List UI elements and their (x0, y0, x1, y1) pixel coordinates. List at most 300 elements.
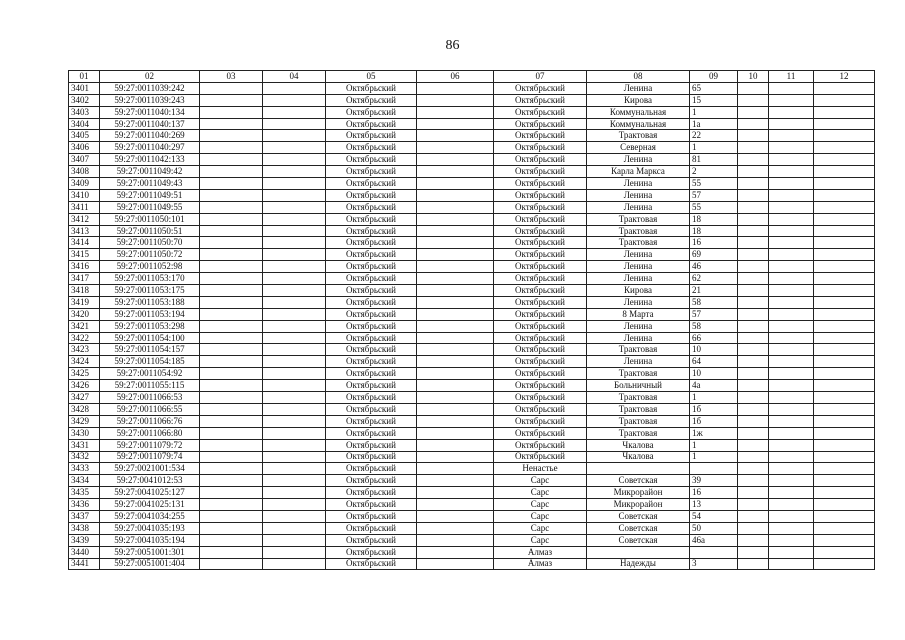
cell-col-02: 59:27:0011053:194 (100, 308, 200, 320)
cell-col-05: Октябрьский (326, 332, 417, 344)
cell-col-12 (814, 344, 875, 356)
cell-col-09: 46а (690, 534, 738, 546)
cell-col-02: 59:27:0041012:53 (100, 475, 200, 487)
cell-col-11 (769, 82, 814, 94)
cell-col-03 (200, 499, 263, 511)
cell-col-11 (769, 285, 814, 297)
cell-col-05: Октябрьский (326, 154, 417, 166)
cell-col-05: Октябрьский (326, 189, 417, 201)
cell-col-06 (417, 368, 494, 380)
cell-col-05: Октябрьский (326, 94, 417, 106)
cell-col-03 (200, 534, 263, 546)
cell-col-10 (738, 344, 769, 356)
cell-col-10 (738, 320, 769, 332)
cell-col-10 (738, 166, 769, 178)
cell-col-08: Коммунальная (587, 118, 690, 130)
cell-col-01: 3423 (69, 344, 100, 356)
cell-col-05: Октябрьский (326, 392, 417, 404)
cell-col-07: Сарс (494, 534, 587, 546)
cell-col-05: Октябрьский (326, 439, 417, 451)
cell-col-09: 4а (690, 380, 738, 392)
cell-col-07: Октябрьский (494, 189, 587, 201)
cell-col-11 (769, 522, 814, 534)
cell-col-11 (769, 130, 814, 142)
cell-col-06 (417, 475, 494, 487)
table-row (69, 285, 875, 297)
cell-col-04 (263, 439, 326, 451)
cell-col-09: 64 (690, 356, 738, 368)
cell-col-12 (814, 213, 875, 225)
cell-col-12 (814, 451, 875, 463)
cell-col-10 (738, 392, 769, 404)
cell-col-07: Октябрьский (494, 142, 587, 154)
cell-col-05: Октябрьский (326, 178, 417, 190)
cell-col-01: 3413 (69, 225, 100, 237)
cell-col-12 (814, 142, 875, 154)
cell-col-09: 16 (690, 237, 738, 249)
cell-col-04 (263, 499, 326, 511)
cell-col-02: 59:27:0011066:53 (100, 392, 200, 404)
cell-col-05: Октябрьский (326, 201, 417, 213)
cell-col-07: Октябрьский (494, 94, 587, 106)
cell-col-02: 59:27:0011039:242 (100, 82, 200, 94)
cell-col-06 (417, 237, 494, 249)
cell-col-08: Ленина (587, 178, 690, 190)
cell-col-07: Октябрьский (494, 356, 587, 368)
cell-col-03 (200, 522, 263, 534)
cell-col-02: 59:27:0011066:80 (100, 427, 200, 439)
cell-col-07: Сарс (494, 522, 587, 534)
cell-col-04 (263, 225, 326, 237)
cell-col-10 (738, 510, 769, 522)
table-row (69, 392, 875, 404)
cell-col-07: Октябрьский (494, 308, 587, 320)
cell-col-01: 3425 (69, 368, 100, 380)
column-header-07: 07 (494, 71, 587, 83)
table-row (69, 415, 875, 427)
cell-col-09: 66 (690, 332, 738, 344)
cell-col-11 (769, 166, 814, 178)
cell-col-08: Ленина (587, 296, 690, 308)
column-header-12: 12 (814, 71, 875, 83)
cell-col-05: Октябрьский (326, 308, 417, 320)
table-row (69, 106, 875, 118)
cell-col-10 (738, 94, 769, 106)
table-row (69, 332, 875, 344)
cell-col-09: 50 (690, 522, 738, 534)
cell-col-09: 58 (690, 320, 738, 332)
cell-col-04 (263, 118, 326, 130)
cell-col-04 (263, 403, 326, 415)
cell-col-07: Октябрьский (494, 154, 587, 166)
cell-col-03 (200, 130, 263, 142)
cell-col-10 (738, 130, 769, 142)
cell-col-05: Октябрьский (326, 368, 417, 380)
table-row (69, 308, 875, 320)
cell-col-03 (200, 166, 263, 178)
cell-col-01: 3408 (69, 166, 100, 178)
column-header-10: 10 (738, 71, 769, 83)
cell-col-07: Октябрьский (494, 130, 587, 142)
cell-col-09: 18 (690, 213, 738, 225)
cell-col-09: 3 (690, 558, 738, 570)
cell-col-09: 55 (690, 201, 738, 213)
cell-col-08 (587, 463, 690, 475)
table-row (69, 356, 875, 368)
cell-col-11 (769, 463, 814, 475)
cell-col-04 (263, 356, 326, 368)
cell-col-04 (263, 130, 326, 142)
cell-col-10 (738, 403, 769, 415)
cell-col-09: 62 (690, 273, 738, 285)
cell-col-10 (738, 380, 769, 392)
cell-col-11 (769, 451, 814, 463)
table-row (69, 261, 875, 273)
cell-col-09: 22 (690, 130, 738, 142)
cell-col-03 (200, 213, 263, 225)
cell-col-08: Советская (587, 510, 690, 522)
cell-col-11 (769, 427, 814, 439)
cell-col-04 (263, 189, 326, 201)
cell-col-02: 59:27:0011054:157 (100, 344, 200, 356)
cell-col-06 (417, 154, 494, 166)
cell-col-11 (769, 558, 814, 570)
cell-col-06 (417, 320, 494, 332)
cell-col-07: Алмаз (494, 546, 587, 558)
cell-col-08: Ленина (587, 189, 690, 201)
cell-col-07: Октябрьский (494, 82, 587, 94)
cell-col-12 (814, 439, 875, 451)
cell-col-06 (417, 296, 494, 308)
cell-col-01: 3429 (69, 415, 100, 427)
cell-col-05: Октябрьский (326, 546, 417, 558)
cell-col-08: Ленина (587, 154, 690, 166)
cell-col-07: Октябрьский (494, 451, 587, 463)
column-header-05: 05 (326, 71, 417, 83)
cell-col-06 (417, 558, 494, 570)
table-row (69, 296, 875, 308)
cell-col-01: 3419 (69, 296, 100, 308)
cell-col-06 (417, 487, 494, 499)
cell-col-02: 59:27:0011054:92 (100, 368, 200, 380)
cell-col-02: 59:27:0011050:51 (100, 225, 200, 237)
cell-col-01: 3410 (69, 189, 100, 201)
cell-col-06 (417, 82, 494, 94)
cell-col-03 (200, 427, 263, 439)
cell-col-02: 59:27:0051001:301 (100, 546, 200, 558)
cell-col-05: Октябрьский (326, 534, 417, 546)
cell-col-08: Ленина (587, 273, 690, 285)
cell-col-04 (263, 237, 326, 249)
cell-col-09: 46 (690, 261, 738, 273)
cell-col-11 (769, 546, 814, 558)
cell-col-07: Октябрьский (494, 296, 587, 308)
cell-col-05: Октябрьский (326, 130, 417, 142)
cell-col-04 (263, 94, 326, 106)
cell-col-04 (263, 273, 326, 285)
cell-col-08: Больничный (587, 380, 690, 392)
cell-col-08 (587, 546, 690, 558)
cell-col-12 (814, 273, 875, 285)
cell-col-09: 65 (690, 82, 738, 94)
cell-col-11 (769, 261, 814, 273)
cell-col-11 (769, 106, 814, 118)
table-body (69, 82, 875, 570)
table-row (69, 534, 875, 546)
cell-col-05: Октябрьский (326, 499, 417, 511)
table-row (69, 118, 875, 130)
cell-col-08: Ленина (587, 201, 690, 213)
cell-col-10 (738, 178, 769, 190)
cell-col-10 (738, 273, 769, 285)
cell-col-03 (200, 368, 263, 380)
cell-col-10 (738, 201, 769, 213)
cell-col-03 (200, 237, 263, 249)
cell-col-07: Октябрьский (494, 261, 587, 273)
cell-col-08: Трактовая (587, 427, 690, 439)
cell-col-04 (263, 296, 326, 308)
cell-col-01: 3434 (69, 475, 100, 487)
cell-col-05: Октябрьский (326, 463, 417, 475)
cell-col-07: Сарс (494, 510, 587, 522)
table-row (69, 249, 875, 261)
cell-col-01: 3432 (69, 451, 100, 463)
cell-col-01: 3433 (69, 463, 100, 475)
cell-col-11 (769, 510, 814, 522)
cell-col-06 (417, 546, 494, 558)
cell-col-06 (417, 225, 494, 237)
cell-col-09: 55 (690, 178, 738, 190)
cell-col-11 (769, 273, 814, 285)
cell-col-09: 1 (690, 106, 738, 118)
cell-col-08: Трактовая (587, 392, 690, 404)
cell-col-11 (769, 332, 814, 344)
cell-col-11 (769, 189, 814, 201)
cell-col-01: 3405 (69, 130, 100, 142)
cell-col-12 (814, 94, 875, 106)
cell-col-01: 3426 (69, 380, 100, 392)
cell-col-04 (263, 142, 326, 154)
column-header-09: 09 (690, 71, 738, 83)
cell-col-08: Трактовая (587, 225, 690, 237)
cell-col-01: 3435 (69, 487, 100, 499)
cell-col-02: 59:27:0041025:131 (100, 499, 200, 511)
cell-col-03 (200, 320, 263, 332)
cell-col-03 (200, 463, 263, 475)
cell-col-11 (769, 142, 814, 154)
cell-col-06 (417, 439, 494, 451)
column-header-08: 08 (587, 71, 690, 83)
table-row (69, 225, 875, 237)
cell-col-05: Октябрьский (326, 82, 417, 94)
cell-col-01: 3401 (69, 82, 100, 94)
cell-col-04 (263, 106, 326, 118)
cell-col-12 (814, 546, 875, 558)
cell-col-02: 59:27:0011050:70 (100, 237, 200, 249)
cell-col-12 (814, 249, 875, 261)
cell-col-12 (814, 356, 875, 368)
cell-col-08: Трактовая (587, 213, 690, 225)
cell-col-10 (738, 522, 769, 534)
cell-col-08: Ленина (587, 261, 690, 273)
cell-col-12 (814, 380, 875, 392)
cell-col-01: 3418 (69, 285, 100, 297)
cell-col-06 (417, 380, 494, 392)
cell-col-04 (263, 368, 326, 380)
cell-col-02: 59:27:0011055:115 (100, 380, 200, 392)
cell-col-05: Октябрьский (326, 487, 417, 499)
cell-col-09: 69 (690, 249, 738, 261)
cell-col-07: Октябрьский (494, 166, 587, 178)
table-row (69, 558, 875, 570)
cell-col-04 (263, 534, 326, 546)
cell-col-09: 10 (690, 344, 738, 356)
cell-col-08: Трактовая (587, 403, 690, 415)
table-row (69, 201, 875, 213)
cell-col-04 (263, 427, 326, 439)
cell-col-07: Октябрьский (494, 403, 587, 415)
cell-col-01: 3420 (69, 308, 100, 320)
cell-col-11 (769, 118, 814, 130)
cell-col-01: 3439 (69, 534, 100, 546)
cell-col-09: 1б (690, 403, 738, 415)
cell-col-10 (738, 356, 769, 368)
table-row (69, 546, 875, 558)
cell-col-06 (417, 510, 494, 522)
cell-col-08: Микрорайон (587, 487, 690, 499)
cell-col-05: Октябрьский (326, 320, 417, 332)
cell-col-04 (263, 558, 326, 570)
cell-col-09: 1б (690, 415, 738, 427)
cell-col-08: Северная (587, 142, 690, 154)
page-number: 86 (445, 38, 460, 53)
cell-col-07: Октябрьский (494, 213, 587, 225)
cell-col-07: Октябрьский (494, 273, 587, 285)
cell-col-02: 59:27:0011040:269 (100, 130, 200, 142)
cell-col-06 (417, 106, 494, 118)
cell-col-02: 59:27:0011040:137 (100, 118, 200, 130)
cell-col-06 (417, 403, 494, 415)
cell-col-06 (417, 415, 494, 427)
cell-col-12 (814, 118, 875, 130)
table-row (69, 380, 875, 392)
cell-col-01: 3422 (69, 332, 100, 344)
cell-col-08: Трактовая (587, 415, 690, 427)
cell-col-01: 3430 (69, 427, 100, 439)
cell-col-09: 1 (690, 142, 738, 154)
cell-col-11 (769, 213, 814, 225)
cell-col-08: Ленина (587, 356, 690, 368)
table-row (69, 178, 875, 190)
cell-col-07: Сарс (494, 475, 587, 487)
cell-col-10 (738, 237, 769, 249)
cell-col-01: 3414 (69, 237, 100, 249)
cell-col-06 (417, 522, 494, 534)
cell-col-03 (200, 510, 263, 522)
cell-col-02: 59:27:0011053:170 (100, 273, 200, 285)
cell-col-03 (200, 201, 263, 213)
cell-col-04 (263, 546, 326, 558)
cell-col-09: 18 (690, 225, 738, 237)
cell-col-01: 3412 (69, 213, 100, 225)
column-header-04: 04 (263, 71, 326, 83)
cell-col-01: 3421 (69, 320, 100, 332)
cell-col-05: Октябрьский (326, 225, 417, 237)
column-header-02: 02 (100, 71, 200, 83)
cell-col-02: 59:27:0011054:185 (100, 356, 200, 368)
column-header-01: 01 (69, 71, 100, 83)
cell-col-10 (738, 118, 769, 130)
cell-col-07: Октябрьский (494, 285, 587, 297)
cell-col-10 (738, 368, 769, 380)
cell-col-11 (769, 380, 814, 392)
cell-col-10 (738, 154, 769, 166)
cell-col-10 (738, 332, 769, 344)
cell-col-05: Октябрьский (326, 344, 417, 356)
table-row (69, 142, 875, 154)
cell-col-07: Октябрьский (494, 225, 587, 237)
cell-col-07: Октябрьский (494, 106, 587, 118)
cell-col-10 (738, 249, 769, 261)
cell-col-07: Октябрьский (494, 392, 587, 404)
cell-col-12 (814, 166, 875, 178)
cell-col-05: Октябрьский (326, 522, 417, 534)
cell-col-10 (738, 558, 769, 570)
cell-col-09: 57 (690, 189, 738, 201)
cell-col-08: Ленина (587, 332, 690, 344)
cell-col-06 (417, 451, 494, 463)
cell-col-12 (814, 296, 875, 308)
cell-col-04 (263, 166, 326, 178)
cell-col-09: 13 (690, 499, 738, 511)
cell-col-11 (769, 154, 814, 166)
cell-col-01: 3424 (69, 356, 100, 368)
cell-col-03 (200, 285, 263, 297)
cell-col-04 (263, 487, 326, 499)
table-row (69, 439, 875, 451)
cell-col-11 (769, 368, 814, 380)
cell-col-01: 3417 (69, 273, 100, 285)
cell-col-06 (417, 463, 494, 475)
cell-col-06 (417, 130, 494, 142)
cell-col-07: Октябрьский (494, 332, 587, 344)
cell-col-03 (200, 356, 263, 368)
cell-col-01: 3409 (69, 178, 100, 190)
cell-col-02: 59:27:0011053:298 (100, 320, 200, 332)
table-row (69, 451, 875, 463)
cell-col-03 (200, 142, 263, 154)
cell-col-12 (814, 201, 875, 213)
cell-col-05: Октябрьский (326, 475, 417, 487)
cell-col-02: 59:27:0011079:72 (100, 439, 200, 451)
cell-col-07: Октябрьский (494, 427, 587, 439)
cell-col-10 (738, 487, 769, 499)
cell-col-08: Ленина (587, 320, 690, 332)
cell-col-03 (200, 415, 263, 427)
cell-col-03 (200, 249, 263, 261)
cell-col-12 (814, 285, 875, 297)
cell-col-09: 1 (690, 451, 738, 463)
cell-col-05: Октябрьский (326, 118, 417, 130)
cell-col-07: Октябрьский (494, 320, 587, 332)
cell-col-05: Октябрьский (326, 296, 417, 308)
cell-col-02: 59:27:0011050:72 (100, 249, 200, 261)
cell-col-04 (263, 178, 326, 190)
cell-col-02: 59:27:0041035:193 (100, 522, 200, 534)
cell-col-04 (263, 154, 326, 166)
cell-col-08: Советская (587, 534, 690, 546)
cell-col-09: 54 (690, 510, 738, 522)
